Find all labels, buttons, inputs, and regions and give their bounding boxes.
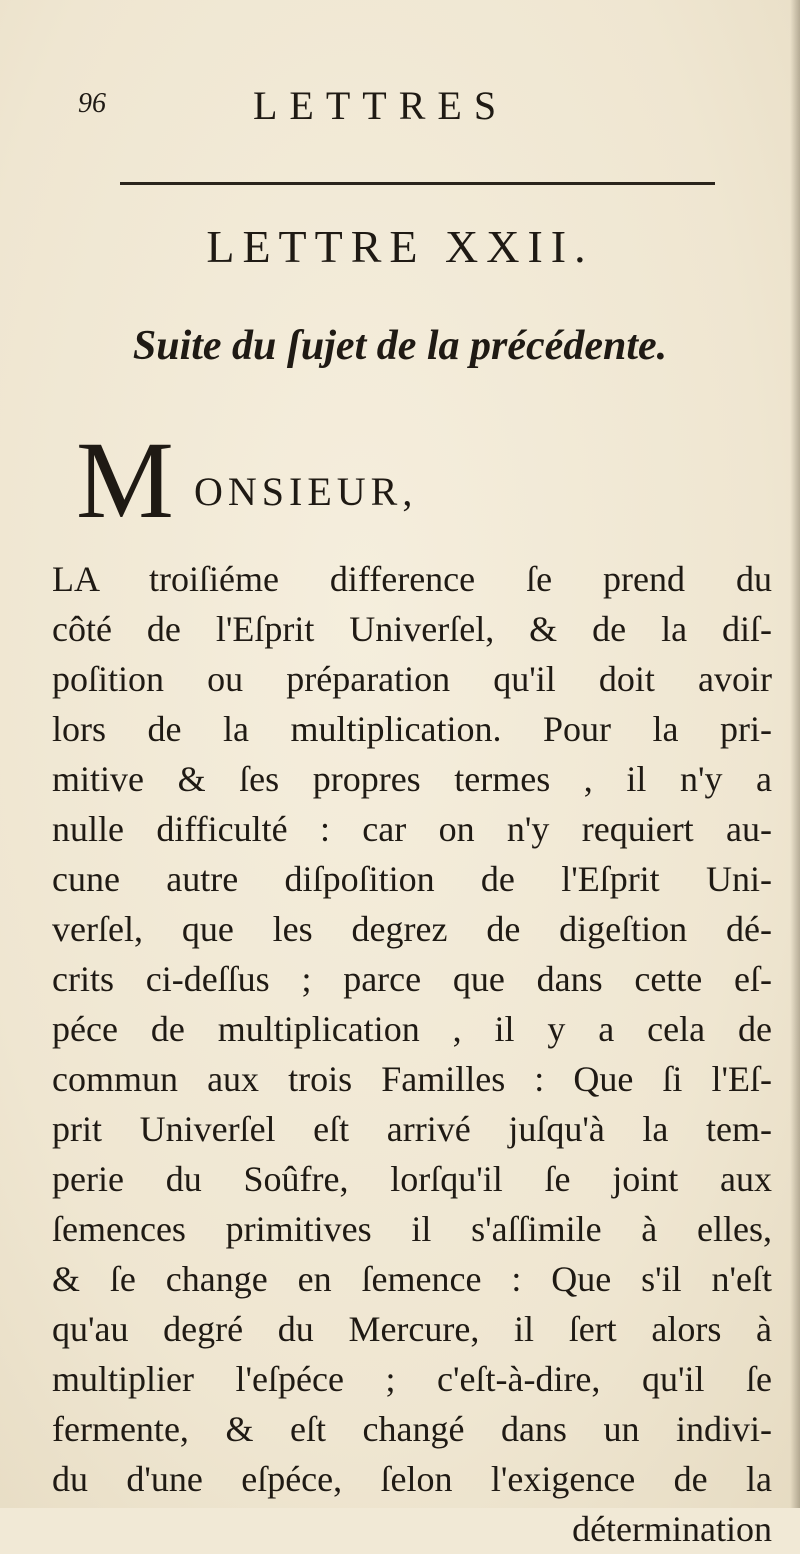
- text-line: prit Univerſel eſt arrivé juſqu'à la tem-: [52, 1109, 772, 1149]
- chapter-subtitle: Suite du ſujet de la précédente.: [132, 323, 668, 369]
- text-line: poſition ou préparation qu'il doit avoir: [52, 659, 772, 699]
- text-line: côté de l'Eſprit Univerſel, & de la diſ-: [52, 609, 772, 649]
- text-line: commun aux trois Familles : Que ſi l'Eſ-: [52, 1059, 772, 1099]
- salutation-text: ONSIEUR,: [194, 469, 418, 514]
- text-line: perie du Soûfre, lorſqu'il ſe joint aux: [52, 1159, 772, 1199]
- text-line: multiplier l'eſpéce ; c'eſt-à-dire, qu'il ſe: [52, 1359, 772, 1399]
- text-line: du d'une eſpéce, ſelon l'exigence de la: [52, 1459, 772, 1499]
- page-number: 96: [78, 88, 106, 119]
- text-line: LA troiſiéme difference ſe prend du: [52, 559, 772, 599]
- text-line: lors de la multiplication. Pour la pri-: [52, 709, 772, 749]
- running-head: [78, 82, 678, 126]
- running-title: LETTRES: [253, 83, 509, 128]
- text-line: & ſe change en ſemence : Que s'il n'eſt: [52, 1259, 772, 1299]
- text-line: ſemences primitives il s'aſſimile à elles,: [52, 1209, 772, 1249]
- header-rule: [120, 182, 715, 185]
- body-text: [52, 554, 772, 1554]
- text-line: péce de multiplication , il y a cela de: [52, 1009, 772, 1049]
- salutation: [76, 419, 726, 541]
- text-line: cune autre diſpoſition de l'Eſprit Uni-: [52, 859, 772, 899]
- catchword-line: détermination: [572, 1509, 772, 1549]
- text-line: fermente, & eſt changé dans un indivi-: [52, 1409, 772, 1449]
- text-line: crits ci-deſſus ; parce que dans cette eſ-: [52, 959, 772, 999]
- text-line: mitive & ſes propres termes , il n'y a: [52, 759, 772, 799]
- drop-cap: M: [76, 419, 174, 541]
- chapter-title: LETTRE XXII.: [206, 221, 594, 272]
- text-line: verſel, que les degrez de digeſtion dé-: [52, 909, 772, 949]
- text-line: nulle difficulté : car on n'y requiert au-: [52, 809, 772, 849]
- text-line: qu'au degré du Mercure, il ſert alors à: [52, 1309, 772, 1349]
